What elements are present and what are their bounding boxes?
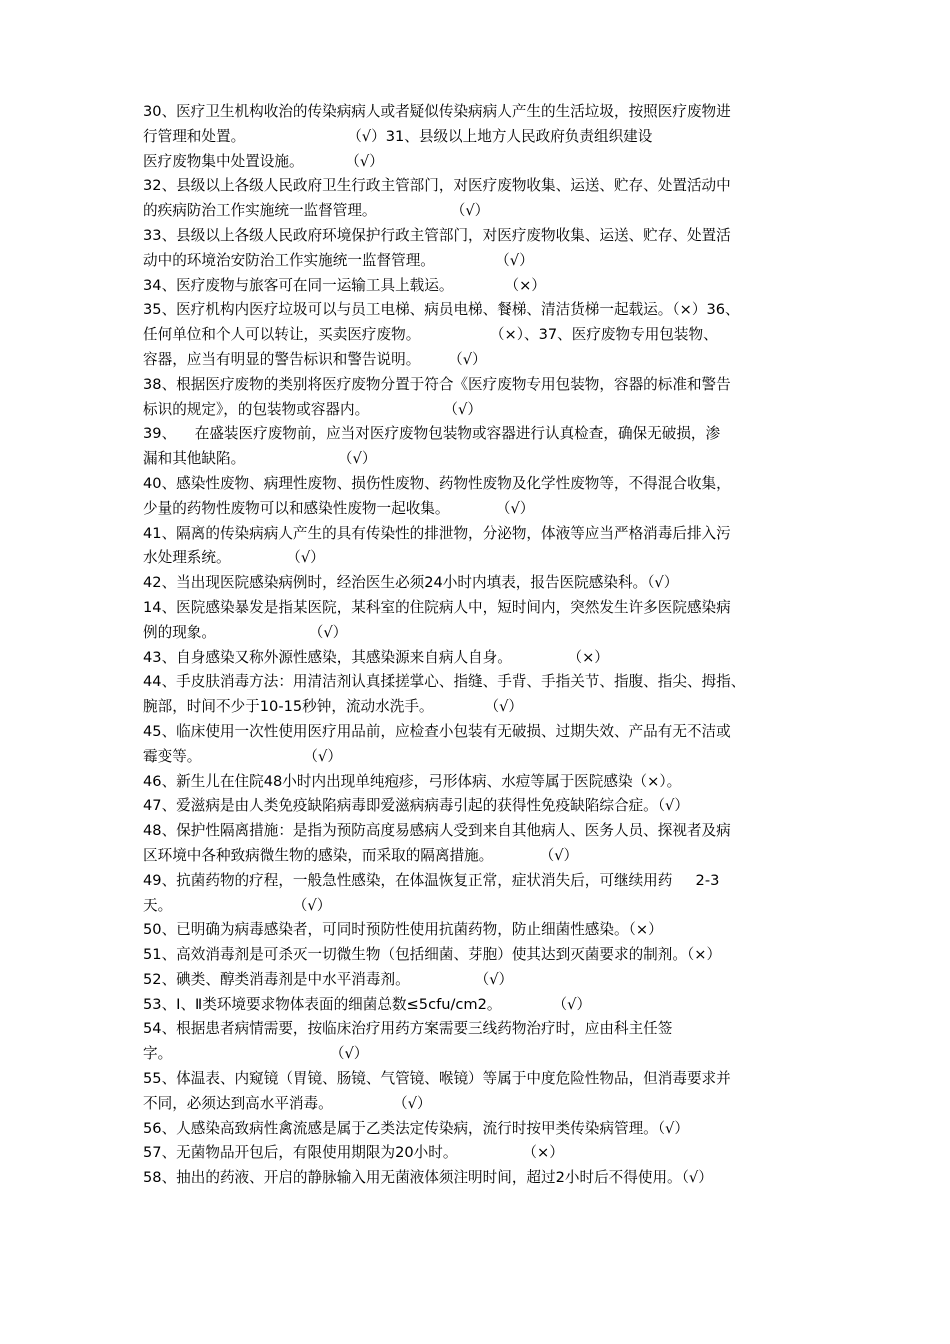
text-line: 区环境中各种致病微生物的感染，而采取的隔离措施。 （√） bbox=[143, 846, 579, 864]
text-line: 46、新生儿在住院48小时内出现单纯疱疹，弓形体病、水痘等属于医院感染（×）。 bbox=[143, 772, 682, 790]
text-line: 49、抗菌药物的疗程，一般急性感染，在体温恢复正常，症状消失后，可继续用药 2-3 bbox=[143, 871, 720, 889]
text-line: 34、医疗废物与旅客可在同一运输工具上载运。 （×） bbox=[143, 276, 546, 294]
text-line: 天。 （√） bbox=[143, 896, 332, 914]
text-line: 47、爱滋病是由人类免疫缺陷病毒即爱滋病病毒引起的获得性免疫缺陷综合症。（√） bbox=[143, 797, 689, 815]
text-line: 53、Ⅰ、Ⅱ类环境要求物体表面的细菌总数≤5cfu/cm2。 （√） bbox=[143, 995, 592, 1013]
text-line: 58、抽出的药液、开启的静脉输入用无菌液体须注明时间，超过2小时后不得使用。（√） bbox=[143, 1169, 713, 1187]
text-line: 行管理和处置。 （√）31、县级以上地方人民政府负责组织建设 bbox=[143, 127, 653, 145]
text-line: 30、医疗卫生机构收治的传染病病人或者疑似传染病病人产生的生活垃圾，按照医疗废物进 bbox=[143, 103, 731, 120]
text-line: 50、已明确为病毒感染者，可同时预防性使用抗菌药物，防止细菌性感染。（×） bbox=[143, 921, 663, 939]
text-line: 40、感染性废物、病理性废物、损伤性废物、药物性废物及化学性废物等，不得混合收集， bbox=[143, 474, 731, 492]
text-line: 52、碘类、醇类消毒剂是中水平消毒剂。 （√） bbox=[143, 970, 514, 988]
text-line: 不同，必须达到高水平消毒。 （√） bbox=[143, 1094, 432, 1112]
text-line: 33、县级以上各级人民政府环境保护行政主管部门，对医疗废物收集、运送、贮存、处置活 bbox=[143, 226, 731, 244]
text-line: 35、医疗机构内医疗垃圾可以与员工电梯、病员电梯、餐梯、清洁货梯一起载运。（×）36、 bbox=[143, 301, 740, 319]
text-line: 45、临床使用一次性使用医疗用品前，应检查小包装有无破损、过期失效、产品有无不洁或 bbox=[143, 722, 731, 740]
document-page bbox=[143, 100, 823, 1191]
text-line: 字。 （√） bbox=[143, 1045, 369, 1063]
text-line: 41、隔离的传染病病人产生的具有传染性的排泄物，分泌物，体液等应当严格消毒后排入污 bbox=[143, 524, 731, 542]
text-line: 霉变等。 （√） bbox=[143, 747, 342, 765]
text-line: 43、自身感染又称外源性感染，其感染源来自病人自身。 （×） bbox=[143, 648, 609, 666]
text-line: 漏和其他缺陷。 （√） bbox=[143, 450, 377, 468]
text-line: 动中的环境治安防治工作实施统一监督管理。 （√） bbox=[143, 251, 534, 269]
text-line: 55、体温表、内窥镜（胃镜、肠镜、气管镜、喉镜）等属于中度危险性物品，但消毒要求并 bbox=[143, 1070, 731, 1088]
text-line: 的疾病防治工作实施统一监督管理。 （√） bbox=[143, 202, 490, 220]
text-line: 54、根据患者病情需要，按临床治疗用药方案需要三线药物治疗时，应由科主任签 bbox=[143, 1020, 673, 1038]
text-line: 14、医院感染暴发是指某医院，某科室的住院病人中，短时间内，突然发生许多医院感染病 bbox=[143, 598, 731, 616]
text-line: 任何单位和个人可以转让，买卖医疗废物。 （×）、37、医疗废物专用包装物、 bbox=[143, 326, 718, 344]
text-line: 39、 在盛装医疗废物前，应当对医疗废物包装物或容器进行认真检查，确保无破损，渗 bbox=[143, 425, 721, 443]
text-line: 标识的规定》，的包装物或容器内。 （√） bbox=[143, 400, 482, 418]
text-line: 水处理系统。 （√） bbox=[143, 549, 325, 567]
text-line: 32、县级以上各级人民政府卫生行政主管部门，对医疗废物收集、运送、贮存、处置活动中 bbox=[143, 177, 731, 195]
text-line: 容器，应当有明显的警告标识和警告说明。 （√） bbox=[143, 350, 487, 368]
text-line: 48、保护性隔离措施：是指为预防高度易感病人受到来自其他病人、医务人员、探视者及病 bbox=[143, 822, 731, 840]
text-line: 腕部，时间不少于10-15秒钟，流动水洗手。 （√） bbox=[143, 698, 524, 716]
text-line: 38、根据医疗废物的类别将医疗废物分置于符合《医疗废物专用包装物，容器的标准和警告 bbox=[143, 375, 731, 393]
text-line: 42、当出现医院感染病例时，经治医生必须24小时内填表，报告医院感染科。（√） bbox=[143, 574, 679, 592]
text-line: 57、无菌物品开包后，有限使用期限为20小时。 （×） bbox=[143, 1144, 564, 1162]
text-line: 51、高效消毒剂是可杀灭一切微生物（包括细菌、芽胞）使其达到灭菌要求的制剂。（×） bbox=[143, 946, 722, 964]
text-line: 少量的药物性废物可以和感染性废物一起收集。 （√） bbox=[143, 499, 535, 517]
text-line: 56、人感染高致病性禽流感是属于乙类法定传染病，流行时按甲类传染病管理。（√） bbox=[143, 1119, 689, 1137]
text-line: 例的现象。 （√） bbox=[143, 623, 348, 641]
text-line: 医疗废物集中处置设施。 （√） bbox=[143, 152, 384, 170]
text-line: 44、手皮肤消毒方法：用清洁剂认真揉搓掌心、指缝、手背、手指关节、指腹、指尖、拇指、 bbox=[143, 673, 746, 691]
